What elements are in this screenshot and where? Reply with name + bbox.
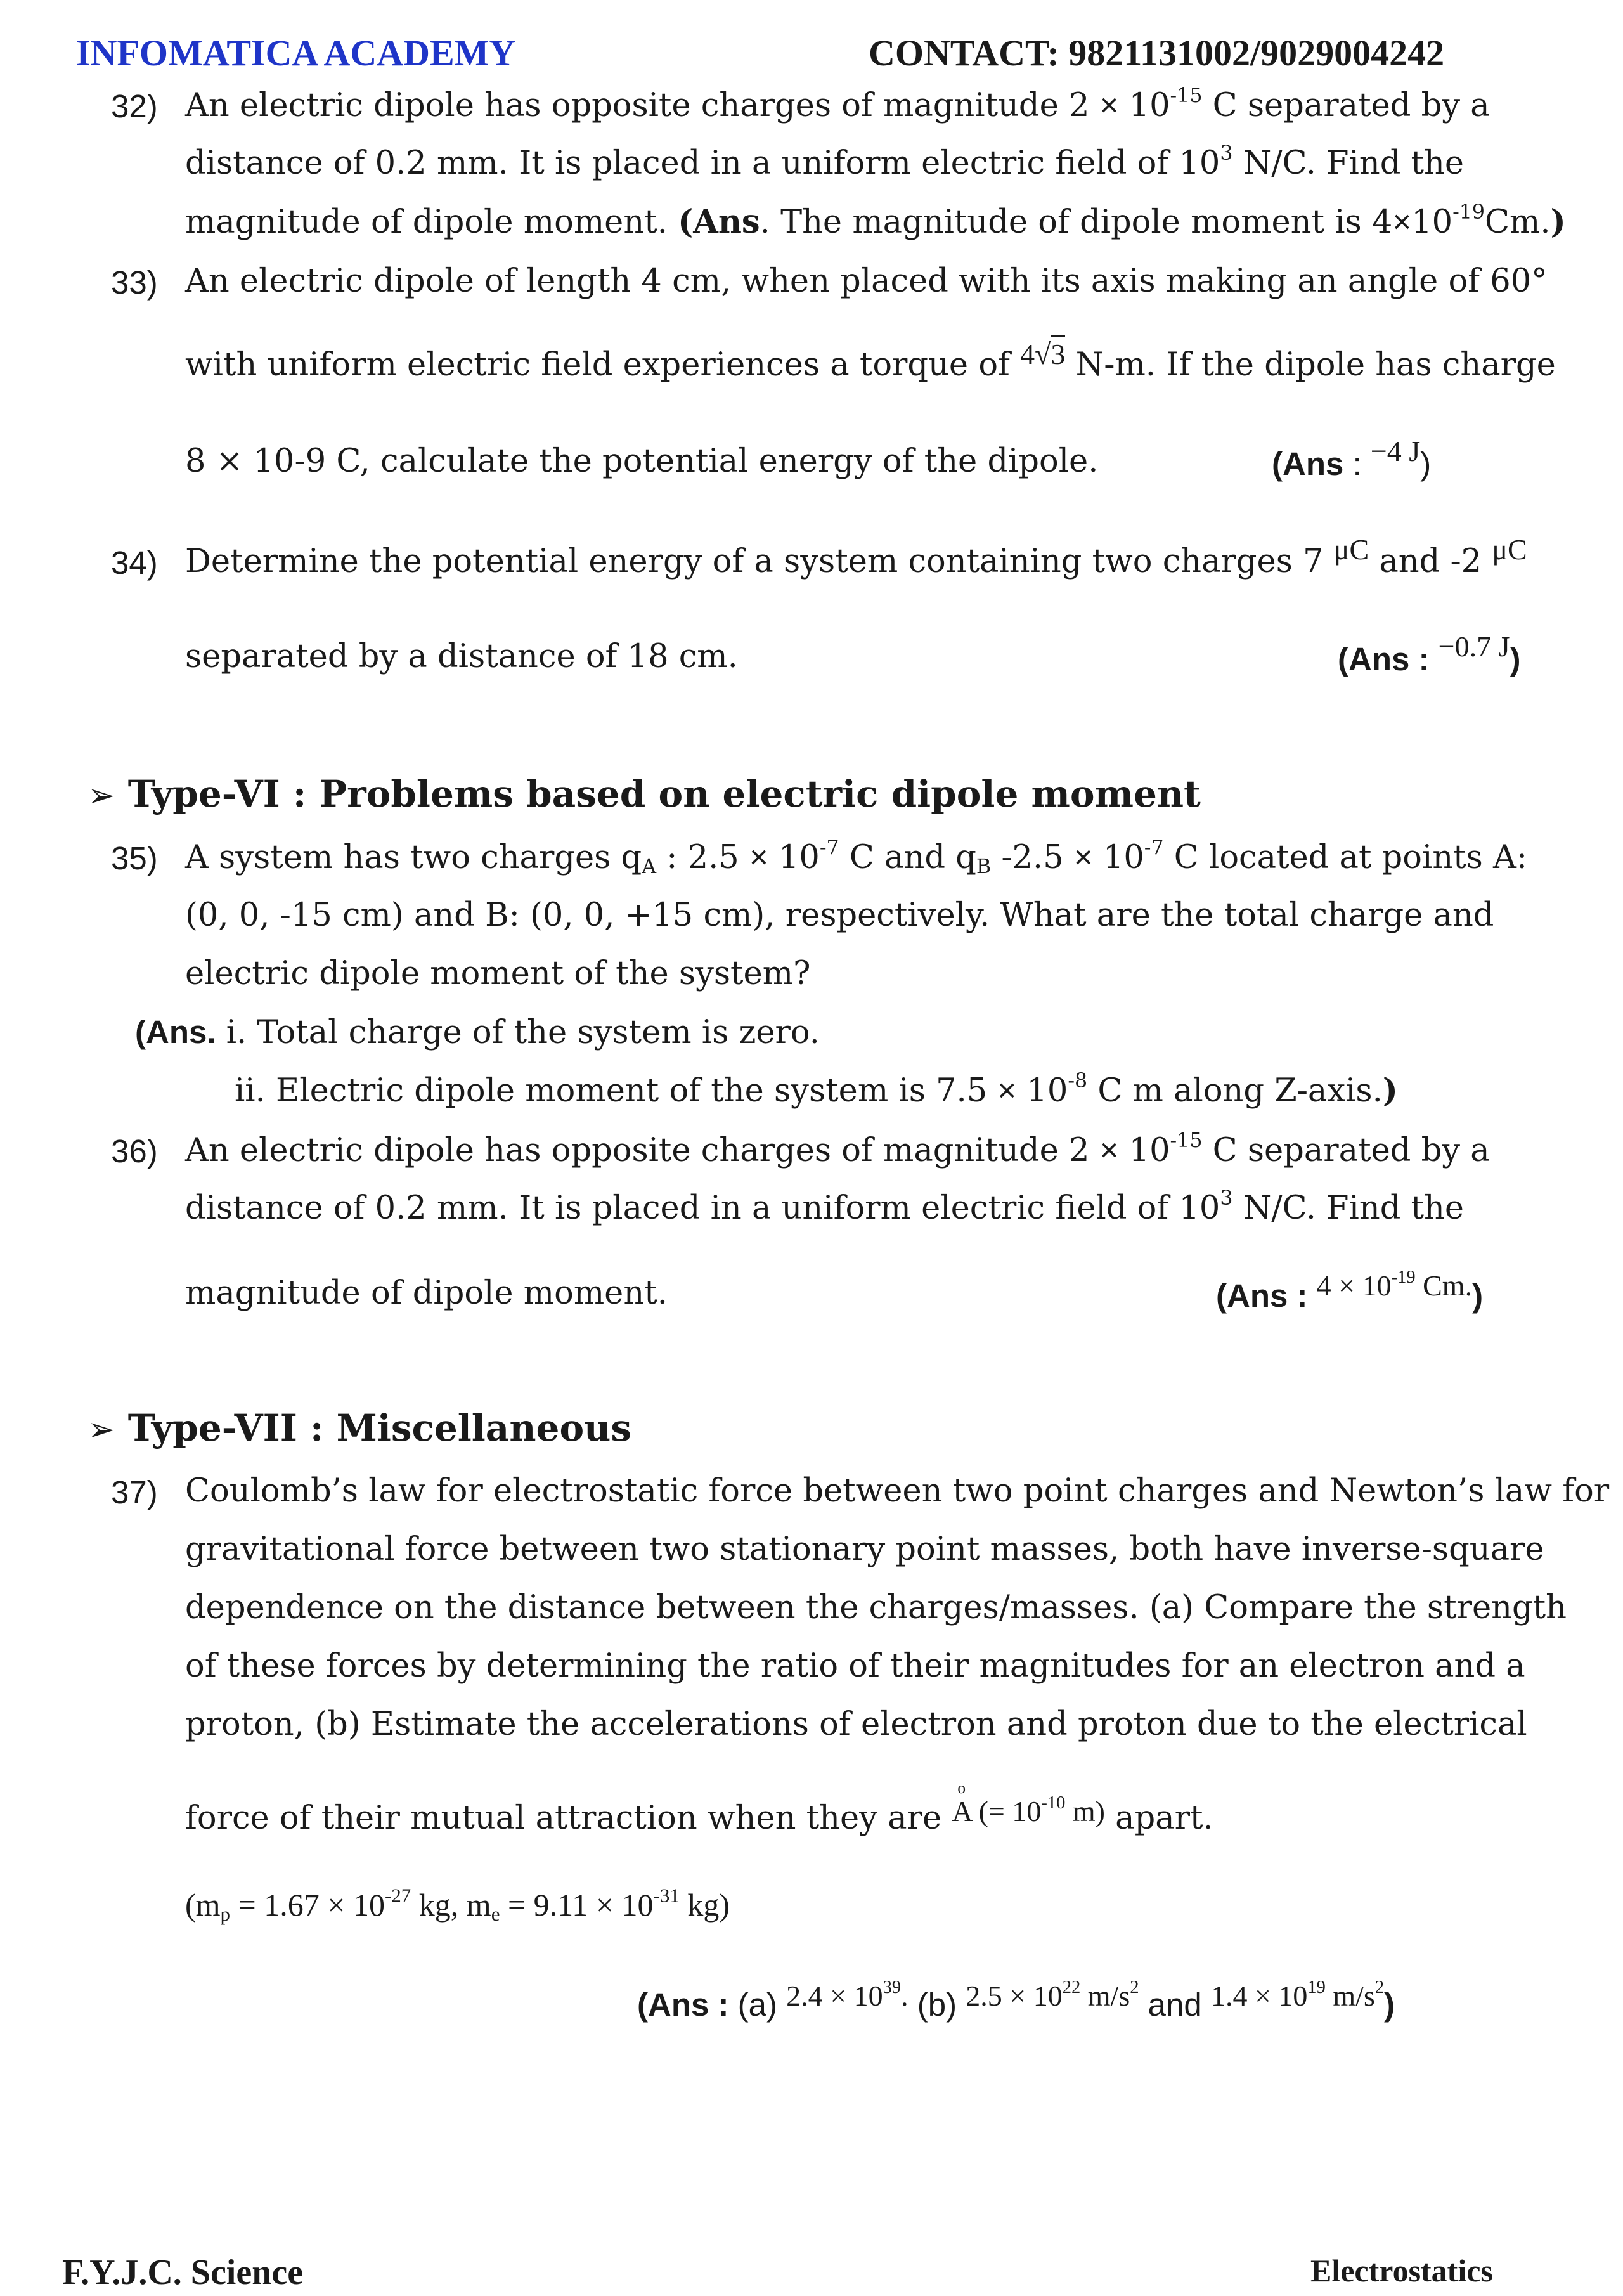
question-line: 8 × 10-9 C, calculate the potential energy of the dipole. bbox=[185, 443, 1099, 480]
contact-numbers: CONTACT: 9821131002/9029004242 bbox=[869, 32, 1445, 74]
answer-label: (Ans. bbox=[135, 1014, 216, 1050]
subscript: e bbox=[491, 1902, 500, 1925]
question-number: 32) bbox=[111, 88, 158, 124]
text: N/C. Find the bbox=[1232, 145, 1465, 182]
text: 4 × 10 bbox=[1316, 1269, 1392, 1302]
exponent: 2 bbox=[1374, 1978, 1385, 1998]
text: magnitude of dipole moment. bbox=[185, 204, 678, 241]
answer bbox=[637, 1978, 1395, 2023]
footer-chapter: Electrostatics bbox=[1310, 2253, 1493, 2288]
question-number: 34) bbox=[111, 545, 158, 581]
times-sign: × bbox=[749, 839, 768, 875]
academy-name: INFOMATICA ACADEMY bbox=[76, 32, 516, 74]
exponent: -15 bbox=[1170, 84, 1203, 107]
text: distance of 0.2 mm. It is placed in a uniform electric field of 10 bbox=[185, 145, 1220, 182]
times-sign: × bbox=[997, 1072, 1017, 1108]
exponent: 19 bbox=[1307, 1978, 1326, 1998]
answer-text: 10 bbox=[1016, 1072, 1068, 1110]
text: 10 bbox=[1411, 204, 1453, 241]
answer-text: C m along Z-axis. bbox=[1087, 1072, 1383, 1110]
answer-value bbox=[1317, 1269, 1472, 1302]
answer-value: −0.7 J bbox=[1438, 630, 1510, 663]
question-line bbox=[185, 200, 1566, 241]
close-paren: ) bbox=[1472, 1278, 1484, 1314]
question-line bbox=[185, 1779, 1213, 1837]
text: apart. bbox=[1104, 1800, 1213, 1837]
angstrom-expression bbox=[952, 1779, 1105, 1827]
answer bbox=[1338, 630, 1521, 678]
angstrom-symbol bbox=[952, 1779, 972, 1827]
text: -2.5 bbox=[991, 839, 1074, 876]
section-title: Type-VI : Problems based on electric dipole moment bbox=[127, 772, 1201, 815]
torque-expression bbox=[1020, 338, 1065, 370]
text: 10 bbox=[1092, 839, 1144, 876]
exponent: -7 bbox=[819, 836, 839, 859]
question-line: of these forces by determining the ratio of their magnitudes for an electron and a bbox=[185, 1647, 1525, 1685]
radicand: 3 bbox=[1051, 335, 1065, 370]
exponent: 3 bbox=[1220, 1186, 1233, 1210]
question-number: 36) bbox=[111, 1133, 158, 1169]
exponent: -19 bbox=[1452, 200, 1485, 224]
exponent: -10 bbox=[1041, 1793, 1066, 1813]
text: 10 bbox=[1118, 1132, 1170, 1169]
text: N/C. Find the bbox=[1232, 1190, 1465, 1227]
question-line: dependence on the distance between the charges/masses. (a) Compare the strength bbox=[185, 1589, 1567, 1626]
question-line: magnitude of dipole moment. bbox=[185, 1274, 668, 1312]
question-line bbox=[185, 338, 1556, 384]
times-sign: × bbox=[1392, 204, 1412, 240]
text: (= 10 bbox=[971, 1795, 1042, 1827]
arrow-bullet-icon: ➢ bbox=[87, 1411, 115, 1449]
answer-label: (Ans : bbox=[637, 1987, 738, 2023]
coefficient: 4 bbox=[1020, 338, 1035, 370]
exponent: -27 bbox=[384, 1884, 411, 1907]
sqrt-icon: √ bbox=[1035, 338, 1051, 370]
text: = 1.67 × 10 bbox=[230, 1887, 385, 1923]
question-line bbox=[185, 141, 1465, 182]
text: 2.4 × 10 bbox=[786, 1980, 883, 2012]
exponent: -19 bbox=[1391, 1268, 1416, 1288]
text: Cm. bbox=[1415, 1269, 1473, 1302]
section-heading bbox=[87, 772, 1201, 815]
text: . bbox=[901, 1980, 908, 2012]
times-sign: × bbox=[1073, 839, 1093, 875]
question-line: An electric dipole of length 4 cm, when placed with its axis making an angle of 60° bbox=[185, 263, 1548, 300]
answer-label: (Ans : bbox=[1338, 641, 1439, 677]
text: = 9.11 × 10 bbox=[500, 1887, 654, 1923]
subscript: p bbox=[220, 1902, 231, 1925]
unit: μC bbox=[1333, 533, 1369, 566]
text: with uniform electric field experiences a torque of bbox=[185, 346, 1021, 384]
text: (m bbox=[185, 1887, 221, 1923]
text: Determine the potential energy of a system containing two charges 7 bbox=[185, 543, 1334, 580]
answer-value bbox=[966, 1980, 1139, 2012]
text: C separated by a bbox=[1202, 1132, 1490, 1169]
answer-line bbox=[135, 1016, 820, 1049]
answer-text: i. Total charge of the system is zero. bbox=[216, 1014, 820, 1051]
exponent: -15 bbox=[1170, 1129, 1203, 1152]
letter: A bbox=[952, 1795, 972, 1827]
colon: : bbox=[1343, 446, 1371, 482]
close-paren: ) bbox=[1420, 446, 1432, 482]
answer-line bbox=[235, 1069, 1398, 1110]
text: An electric dipole has opposite charges of magnitude 2 bbox=[185, 1132, 1100, 1169]
answer-label: (Ans bbox=[1272, 446, 1344, 482]
times-sign: × bbox=[1099, 87, 1119, 123]
subscript: A bbox=[642, 855, 657, 878]
part-label: (a) bbox=[737, 1987, 787, 2023]
exponent: 3 bbox=[1220, 141, 1233, 165]
times-sign: × bbox=[1099, 1132, 1119, 1168]
text: m/s bbox=[1325, 1980, 1375, 2012]
question-line bbox=[185, 533, 1527, 580]
answer-value bbox=[1211, 1980, 1384, 2012]
answer bbox=[1216, 1268, 1484, 1314]
text: and -2 bbox=[1369, 543, 1492, 580]
answer bbox=[1272, 435, 1432, 483]
question-line: electric dipole moment of the system? bbox=[185, 955, 811, 992]
question-line: gravitational force between two stationary point masses, both have inverse-square bbox=[185, 1531, 1544, 1568]
question-number: 37) bbox=[111, 1474, 158, 1510]
close-paren: ) bbox=[1550, 203, 1566, 241]
question-number: 33) bbox=[111, 264, 158, 301]
text: C separated by a bbox=[1202, 87, 1490, 124]
text: : 2.5 bbox=[656, 839, 749, 876]
text: 1.4 × 10 bbox=[1210, 1980, 1308, 2012]
question-number: 35) bbox=[111, 840, 158, 876]
question-line: Coulomb’s law for electrostatic force between two point charges and Newton’s law for bbox=[185, 1472, 1610, 1510]
exponent: -7 bbox=[1144, 836, 1164, 859]
text: Cm. bbox=[1485, 204, 1551, 241]
text: N-m. If the dipole has charge bbox=[1065, 346, 1556, 384]
arrow-bullet-icon: ➢ bbox=[87, 777, 115, 815]
text: A system has two charges q bbox=[185, 839, 642, 876]
exponent: 2 bbox=[1130, 1978, 1139, 1998]
answer-text: ii. Electric dipole moment of the system is 7.5 bbox=[235, 1072, 998, 1110]
text: and bbox=[1139, 1987, 1211, 2023]
unit: μC bbox=[1492, 533, 1527, 566]
question-line bbox=[185, 836, 1528, 878]
text: C and q bbox=[839, 839, 976, 876]
exponent: -31 bbox=[653, 1884, 680, 1907]
part-label: (b) bbox=[908, 1987, 966, 2023]
subscript: B bbox=[976, 855, 992, 878]
text: kg, m bbox=[411, 1887, 491, 1923]
text: distance of 0.2 mm. It is placed in a uniform electric field of 10 bbox=[185, 1190, 1220, 1227]
question-line: separated by a distance of 18 cm. bbox=[185, 638, 738, 675]
footer-class: F.Y.J.C. Science bbox=[62, 2253, 304, 2292]
text: kg) bbox=[679, 1887, 730, 1923]
text: An electric dipole has opposite charges of magnitude 2 bbox=[185, 87, 1100, 124]
exponent: 22 bbox=[1062, 1978, 1081, 1998]
answer-label: (Ans : bbox=[1216, 1278, 1317, 1314]
ring-accent: o bbox=[957, 1779, 966, 1798]
answer-text: . The magnitude of dipole moment is 4 bbox=[760, 204, 1393, 241]
text: m) bbox=[1065, 1795, 1105, 1827]
section-title: Type-VII : Miscellaneous bbox=[127, 1406, 631, 1450]
text: 10 bbox=[1118, 87, 1170, 124]
question-line bbox=[185, 84, 1490, 124]
close-paren: ) bbox=[1382, 1072, 1398, 1110]
text: C located at points A: bbox=[1163, 839, 1528, 876]
question-line bbox=[185, 1186, 1465, 1227]
question-line bbox=[185, 1129, 1490, 1169]
section-heading bbox=[87, 1406, 631, 1450]
answer-value bbox=[786, 1980, 908, 2012]
answer-label: (Ans bbox=[678, 203, 760, 241]
exponent: -8 bbox=[1068, 1069, 1088, 1093]
question-line: proton, (b) Estimate the accelerations of electron and proton due to the electrical bbox=[185, 1706, 1527, 1743]
question-line: (0, 0, -15 cm) and B: (0, 0, +15 cm), respectively. What are the total charge and bbox=[185, 897, 1494, 934]
text: 10 bbox=[768, 839, 820, 876]
given-masses bbox=[185, 1886, 730, 1923]
answer-value: −4 J bbox=[1370, 435, 1421, 467]
text: 2.5 × 10 bbox=[966, 1980, 1063, 2012]
close-paren: ) bbox=[1510, 641, 1521, 677]
text: m/s bbox=[1080, 1980, 1130, 2012]
close-paren: ) bbox=[1384, 1987, 1395, 2023]
exponent: 39 bbox=[883, 1978, 902, 1998]
text: force of their mutual attraction when they are bbox=[185, 1800, 952, 1837]
